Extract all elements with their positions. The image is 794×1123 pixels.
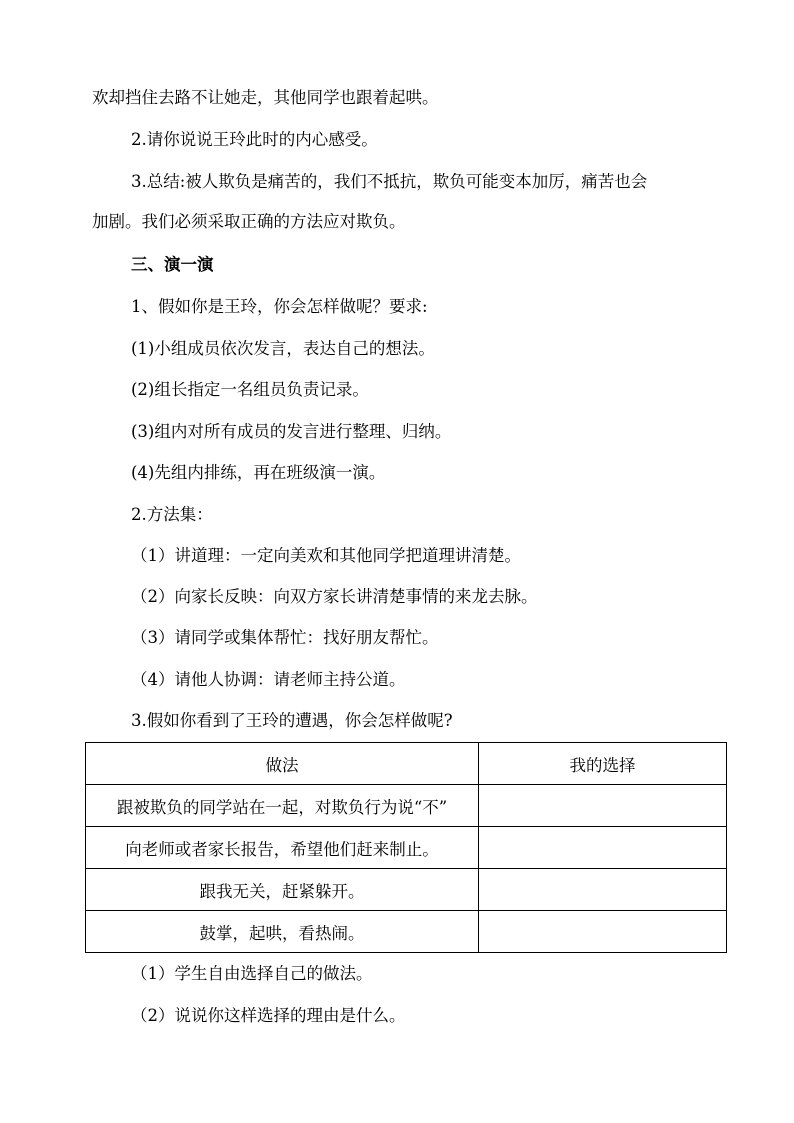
question-2: 2.请你说说王玲此时的内心感受。 [131, 130, 378, 149]
table-row [86, 785, 727, 827]
summary-line-1: 3.总结:被人欺负是痛苦的，我们不抵抗，欺负可能变本加厉，痛苦也会 [131, 172, 648, 191]
choice-cell[interactable] [479, 785, 727, 827]
method-item: （4）请他人协调：请老师主持公道。 [131, 670, 406, 689]
choice-cell[interactable] [479, 869, 727, 911]
table-header-row [86, 743, 727, 785]
section-heading: 三、演一演 [131, 255, 214, 274]
table-row [86, 911, 727, 953]
method-cell: 鼓掌，起哄，看热闹。 [86, 911, 479, 953]
requirement-item: (2)组长指定一名组员负责记录。 [131, 380, 369, 399]
method-item: （3）请同学或集体帮忙：找好朋友帮忙。 [131, 628, 439, 647]
method-cell: 向老师或者家长报告，希望他们赶来制止。 [86, 827, 479, 869]
method-cell: 跟被欺负的同学站在一起，对欺负行为说“不” [86, 785, 479, 827]
summary-line-2: 加剧。我们必须采取正确的方法应对欺负。 [92, 212, 406, 231]
header-my-choice: 我的选择 [479, 743, 727, 785]
table-row [86, 827, 727, 869]
choice-table [85, 742, 727, 953]
followup-item: （1）学生自由选择自己的做法。 [131, 964, 373, 983]
choice-cell[interactable] [479, 911, 727, 953]
requirement-item: (3)组内对所有成员的发言进行整理、归纳。 [131, 422, 452, 441]
method-cell: 跟我无关，赶紧躲开。 [86, 869, 479, 911]
task-3-prompt: 3.假如你看到了王玲的遭遇，你会怎样做呢? [131, 711, 453, 730]
paragraph-intro-tail: 欢却挡住去路不让她走，其他同学也跟着起哄。 [92, 88, 439, 107]
method-item: （2）向家长反映：向双方家长讲清楚事情的来龙去脉。 [131, 587, 538, 606]
method-item: （1）讲道理：一定向美欢和其他同学把道理讲清楚。 [131, 546, 521, 565]
task-1-prompt: 1、假如你是王玲，你会怎样做呢？要求: [131, 297, 428, 316]
table-row [86, 869, 727, 911]
requirement-item: (1)小组成员依次发言，表达自己的想法。 [131, 339, 435, 358]
methods-title: 2.方法集： [131, 505, 213, 524]
requirement-item: (4)先组内排练，再在班级演一演。 [131, 463, 386, 482]
header-method: 做法 [86, 743, 479, 785]
choice-cell[interactable] [479, 827, 727, 869]
followup-item: （2）说说你这样选择的理由是什么。 [131, 1006, 406, 1025]
